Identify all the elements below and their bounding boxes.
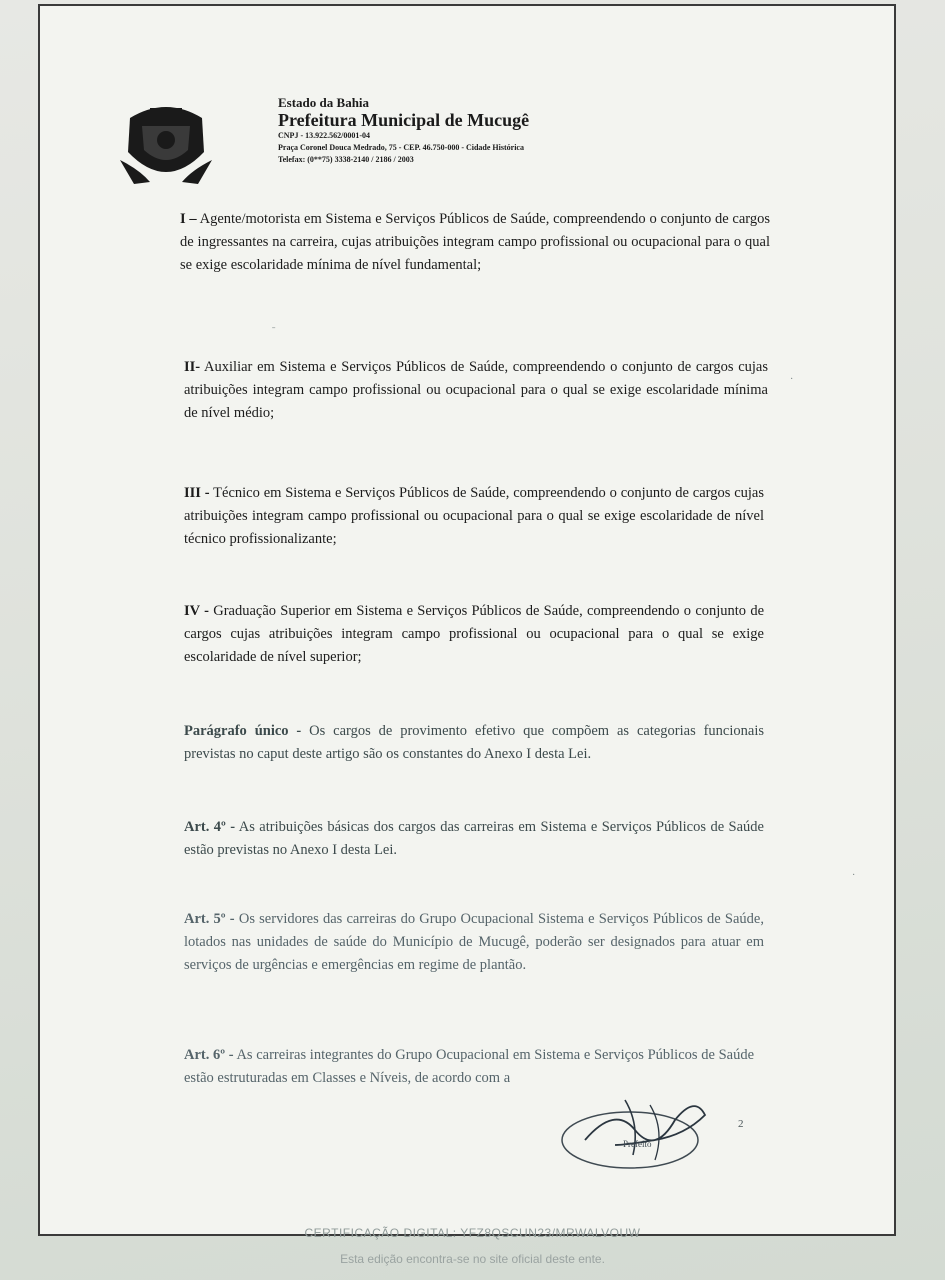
item-text: Os servidores das carreiras do Grupo Ocupacional Sistema e Serviços Públicos de Saúde, lotados nas unidades de saúde do Município de Mucugê, poderão ser designados para atuar em serviços de urgências e emergências em regime de plantão. bbox=[184, 911, 764, 973]
paragraph-sole bbox=[184, 720, 764, 766]
phones: Telefax: (0**75) 3338-2140 / 2186 / 2003 bbox=[278, 155, 414, 164]
item-label: Parágrafo único - bbox=[184, 723, 302, 739]
item-label: I – bbox=[180, 211, 197, 227]
item-label: IV - bbox=[184, 603, 209, 619]
state-name: Estado da Bahia bbox=[278, 95, 370, 110]
item-text: Agente/motorista em Sistema e Serviços Públicos de Saúde, compreendendo o conjunto de cargos de ingressantes na carreira, cujas atribuições integram campo profissional ou ocupacional para o qual se exige escolaridade mínima de nível fundamental; bbox=[180, 211, 770, 273]
item-text: Técnico em Sistema e Serviços Públicos de Saúde, compreendendo o conjunto de cargos cujas atribuições integram campo profissional ou ocupacional para o qual se exige escolaridade de nível técnico profissionalizante; bbox=[184, 485, 764, 547]
item-label: II- bbox=[184, 359, 201, 375]
article-5 bbox=[184, 908, 764, 977]
cnpj: CNPJ - 13.922.562/0001-04 bbox=[278, 131, 370, 140]
item-text: Auxiliar em Sistema e Serviços Públicos de Saúde, compreendendo o conjunto de cargos cujas atribuições integram campo profissional ou ocupacional para o qual se exige escolaridade mínima de nível médio; bbox=[184, 359, 769, 421]
paragraph-item-i bbox=[180, 208, 770, 277]
scan-speck: ˗ bbox=[272, 322, 276, 333]
official-site-note: Esta edição encontra-se no site oficial deste ente. bbox=[340, 1252, 605, 1266]
item-label: Art. 6º - bbox=[184, 1047, 234, 1063]
scan-speck: · bbox=[852, 870, 856, 881]
item-text: As atribuições básicas dos cargos das carreiras em Sistema e Serviços Públicos de Saúde estão previstas no Anexo I desta Lei. bbox=[184, 819, 764, 858]
item-label: Art. 5º - bbox=[184, 911, 235, 927]
item-text: Os cargos de provimento efetivo que compõem as categorias funcionais previstas no caput deste artigo são os constantes do Anexo I desta Lei. bbox=[184, 723, 765, 762]
item-text: As carreiras integrantes do Grupo Ocupacional em Sistema e Serviços Públicos de Saúde estão estruturadas em Classes e Níveis, de acordo com a bbox=[184, 1047, 755, 1086]
item-text: Graduação Superior em Sistema e Serviços Públicos de Saúde, compreendendo o conjunto de cargos cujas atribuições integram campo profissional ou ocupacional para o qual se exige escolaridade de nível superior; bbox=[184, 603, 765, 665]
signature-role: Prefeito bbox=[623, 1139, 652, 1149]
article-4 bbox=[184, 816, 764, 862]
paragraph-item-iv bbox=[184, 600, 764, 669]
item-label: III - bbox=[184, 485, 210, 501]
letterhead bbox=[120, 92, 720, 192]
municipal-crest-icon bbox=[120, 100, 212, 184]
digital-certification: CERTIFICAÇÃO DIGITAL: YFZ8QSCUN23/MRWALVOUW bbox=[304, 1226, 641, 1240]
address: Praça Coronel Douca Medrado, 75 - CEP. 46.750-000 - Cidade Histórica bbox=[278, 143, 524, 152]
item-label: Art. 4º - bbox=[184, 819, 236, 835]
article-6 bbox=[184, 1044, 754, 1090]
scan-speck: · bbox=[790, 374, 794, 385]
page-number: 2 bbox=[738, 1118, 744, 1130]
paragraph-item-iii bbox=[184, 482, 764, 551]
mayor-signature-stamp bbox=[555, 1085, 755, 1180]
prefecture-name: Prefeitura Municipal de Mucugê bbox=[278, 110, 530, 130]
paragraph-item-ii bbox=[184, 356, 768, 425]
